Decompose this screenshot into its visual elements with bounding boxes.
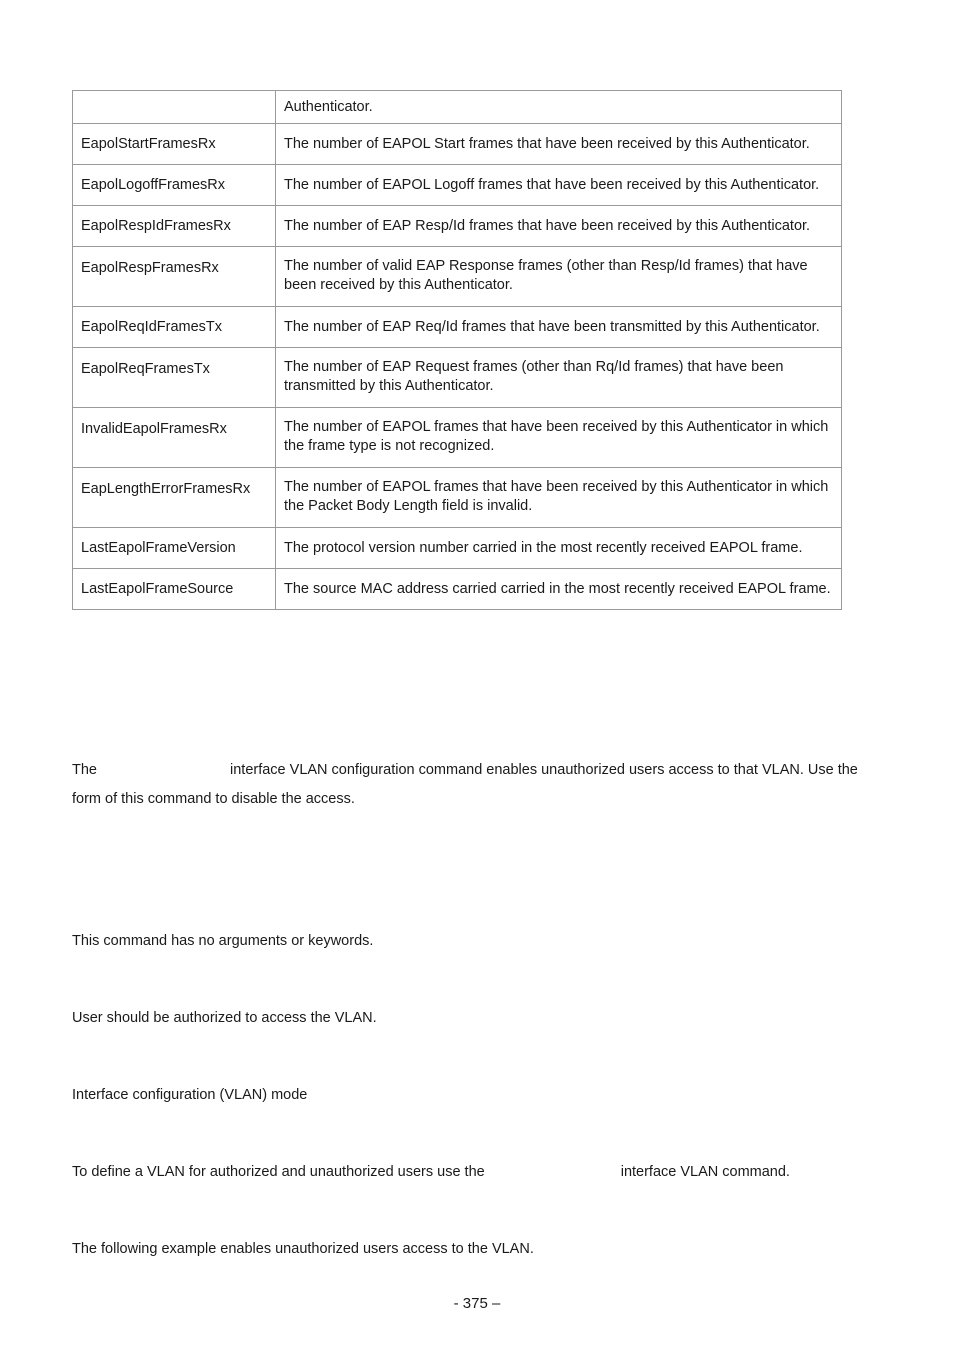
field-name bbox=[73, 91, 276, 124]
statistics-table bbox=[72, 90, 842, 610]
field-description: The number of EAPOL frames that have been received by this Authenticator in which the Packet Body Length field is invalid. bbox=[276, 468, 842, 528]
table-row bbox=[73, 528, 842, 569]
table-row bbox=[73, 124, 842, 165]
table-row bbox=[73, 408, 842, 468]
field-name: EapolRespFramesRx bbox=[73, 247, 276, 307]
field-name: EapolStartFramesRx bbox=[73, 124, 276, 165]
usage-guidelines bbox=[72, 1163, 790, 1182]
usage-text-end: interface VLAN command. bbox=[620, 1164, 790, 1180]
field-description: The source MAC address carried carried in the most recently received EAPOL frame. bbox=[276, 569, 842, 610]
field-description: The protocol version number carried in the most recently received EAPOL frame. bbox=[276, 528, 842, 569]
page-number: - 375 – bbox=[453, 1295, 501, 1312]
field-name: EapolRespIdFramesRx bbox=[73, 206, 276, 247]
field-description: The number of EAP Req/Id frames that have been transmitted by this Authenticator. bbox=[276, 307, 842, 348]
intro-paragraph-line2: form of this command to disable the access. bbox=[72, 791, 355, 807]
field-name: InvalidEapolFramesRx bbox=[73, 408, 276, 468]
field-name: EapolLogoffFramesRx bbox=[73, 165, 276, 206]
field-description: The number of EAP Request frames (other than Rq/Id frames) that have been transmitted by this Authenticator. bbox=[276, 348, 842, 408]
default-behavior: User should be authorized to access the VLAN. bbox=[72, 1010, 377, 1026]
field-name: LastEapolFrameVersion bbox=[73, 528, 276, 569]
command-mode: Interface configuration (VLAN) mode bbox=[72, 1087, 308, 1103]
syntax-description: This command has no arguments or keywords. bbox=[72, 933, 374, 949]
table-row bbox=[73, 165, 842, 206]
field-description: The number of EAPOL Logoff frames that have been received by this Authenticator. bbox=[276, 165, 842, 206]
table-row bbox=[73, 307, 842, 348]
intro-text-end: interface VLAN configuration command enables unauthorized users access to that VLAN. Use the bbox=[230, 762, 858, 778]
field-name: LastEapolFrameSource bbox=[73, 569, 276, 610]
table-row bbox=[73, 569, 842, 610]
intro-paragraph-line1 bbox=[72, 761, 858, 780]
field-name: EapolReqIdFramesTx bbox=[73, 307, 276, 348]
table-row bbox=[73, 348, 842, 408]
usage-text-start: To define a VLAN for authorized and unauthorized users use the bbox=[72, 1164, 485, 1180]
table-row bbox=[73, 206, 842, 247]
field-description: The number of EAP Resp/Id frames that have been received by this Authenticator. bbox=[276, 206, 842, 247]
field-description: The number of EAPOL Start frames that have been received by this Authenticator. bbox=[276, 124, 842, 165]
table-row bbox=[73, 468, 842, 528]
field-description: The number of valid EAP Response frames (other than Resp/Id frames) that have been received by this Authenticator. bbox=[276, 247, 842, 307]
field-description: Authenticator. bbox=[276, 91, 842, 124]
intro-text-start: The bbox=[72, 762, 97, 778]
table-row bbox=[73, 91, 842, 124]
field-name: EapLengthErrorFramesRx bbox=[73, 468, 276, 528]
example-text: The following example enables unauthorized users access to the VLAN. bbox=[72, 1241, 534, 1257]
field-description: The number of EAPOL frames that have been received by this Authenticator in which the frame type is not recognized. bbox=[276, 408, 842, 468]
field-name: EapolReqFramesTx bbox=[73, 348, 276, 408]
table-row bbox=[73, 247, 842, 307]
